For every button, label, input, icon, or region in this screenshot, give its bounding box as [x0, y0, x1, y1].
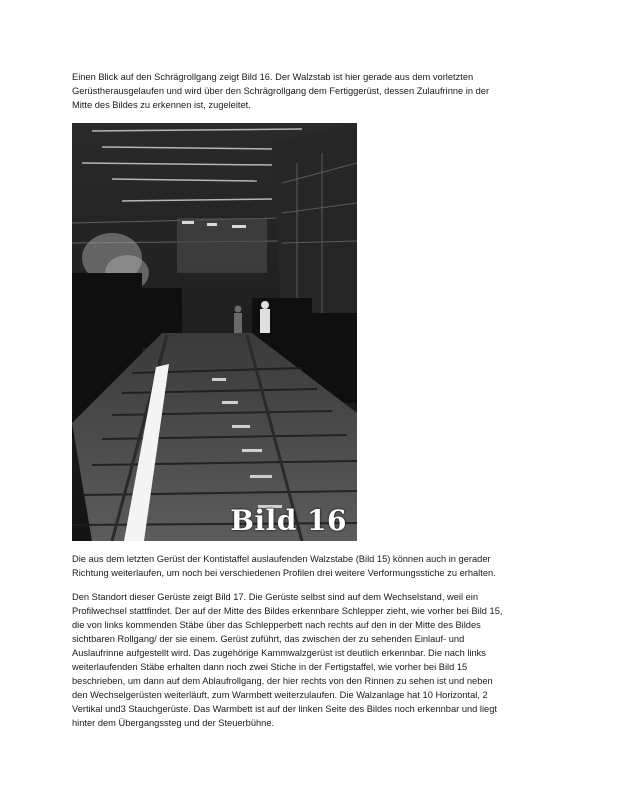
- photo-caption: Bild 16: [230, 504, 347, 537]
- rolling-mill-photo: [72, 123, 357, 541]
- intro-paragraph: Einen Blick auf den Schrägrollgang zeigt Bild 16. Der Walzstab ist hier gerade aus dem vorletzten Gerüstherausgelaufen und wird über den Schrägrollgang dem Fertiggerüst, dessen Zulaufrinne in der Mitte des Bildes zu erkennen ist, zugeleitet.: [72, 72, 490, 110]
- body-paragraph: Die aus dem letzten Gerüst der Kontistaffel auslaufenden Walzstabe (Bild 15) können auch in gerader Richtung weiterlaufen, um noch bei verschiedenen Profilen drei weitere Verformungsstiche zu erhalten.: [72, 554, 496, 578]
- photo-illustration: [72, 123, 357, 541]
- body-paragraph: Den Standort dieser Gerüste zeigt Bild 17. Die Gerüste selbst sind auf dem Wechselstand, weil ein Profilwechsel stattfindet. Der auf der Mitte des Bildes erkennbare Schlepper zieht, wie vorher bei Bild 15, die von links kommenden Stäbe über das Schlepperbett nach rechts auf den in der Mitte des Bildes sichtbaren Rollgang/ der sie einem. Gerüst zuführt, das zwischen der zu sehenden Einlauf- und Auslaufrinne aufgestellt wird. Das zugehörige Kammwalzgerüst ist deutlich erkennbar. Die nach links weiterlaufenden Stäbe erhalten dann noch zwei Stiche in der Fertigstaffel, wie vorher bei Bild 15 beschrieben, um dann auf dem Ablaufrollgang, der hier rechts von den Rinnen zu sehen ist und neben den Wechselgerüsten weiterläuft, zum Warmbett weiterzulaufen. Die Walzanlage hat 10 Horizontal, 2 Vertikal und3 Stauchgerüste. Das Warmbett ist auf der linken Seite des Bildes noch erkennbar und liegt hinter dem Übergangssteg und der Steuerbühne.: [72, 592, 503, 728]
